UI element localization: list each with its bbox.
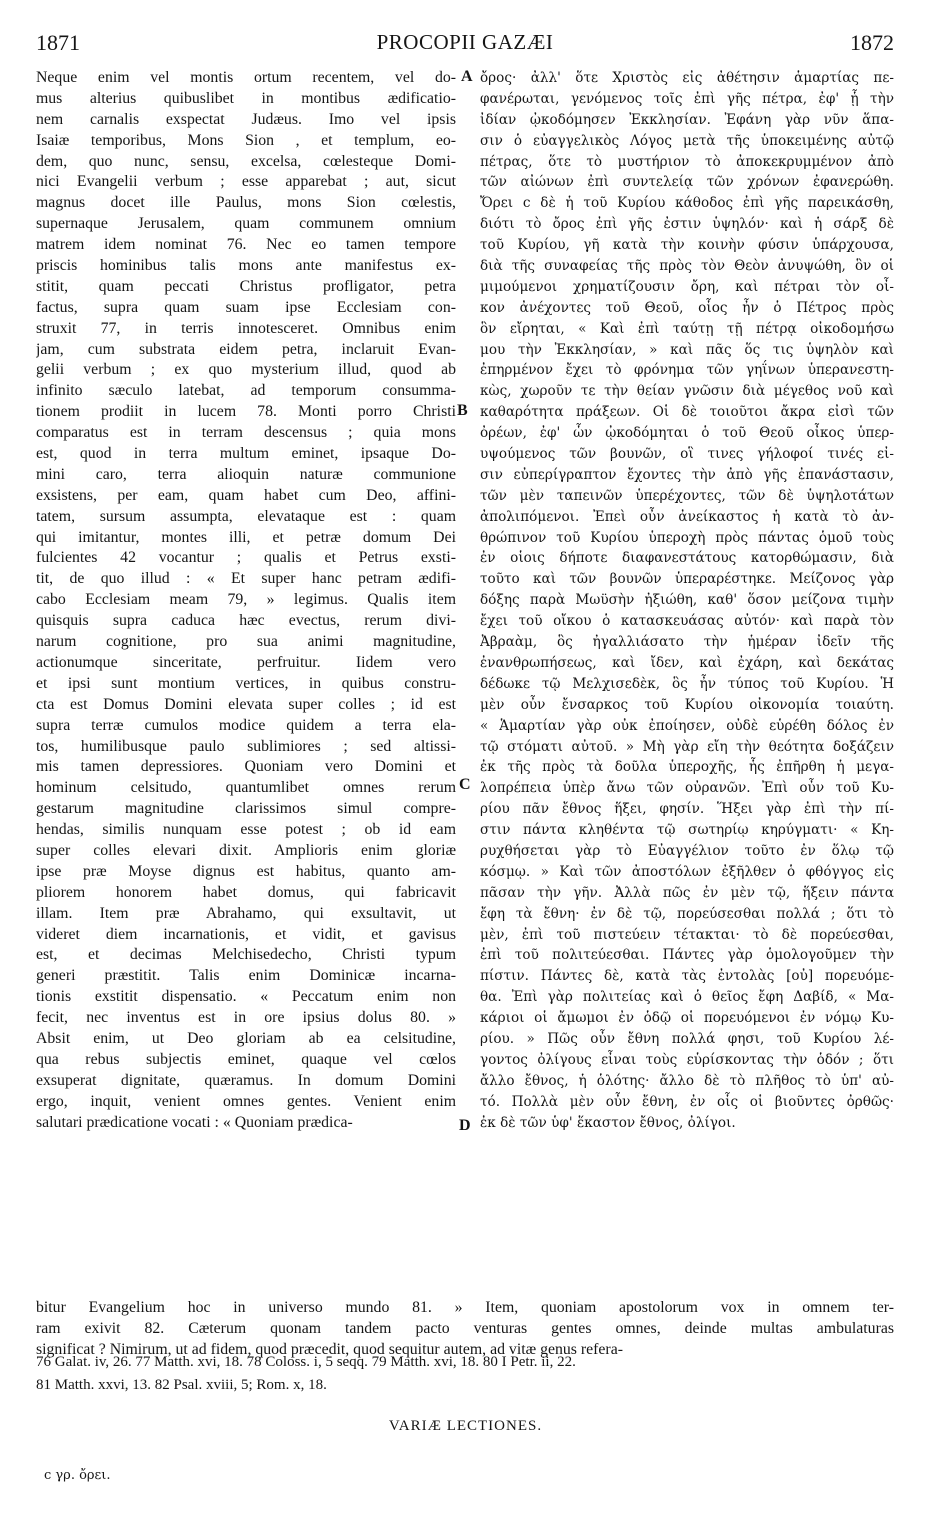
greek-text-line: σιν εὐπερίγραπτον ἔχοντες τὴν ἀπὸ γῆς ἐπανάστασιν, [480,466,894,483]
greek-text-line: ἐνανθρωπήσεως, καὶ ἴδεν, καὶ ἐχάρη, καὶ δεκάτας [480,654,894,671]
latin-text-line: infinito sæculo latebat, ad temporum consumma- [36,382,456,400]
latin-text-line: Neque enim vel montis ortum recentem, vel do- [36,69,456,86]
latin-text-line: super colles elevari dixit. Amplioris enim gloriæ [36,841,456,859]
latin-text-line: videret diem incarnationis, et vidit, et gavisus [36,925,456,943]
variae-lectiones-note: c γρ. ὄρει. [44,1468,111,1483]
greek-text-line: σιν ὁ εὐαγγελικὸς Λόγος μετὰ τῆς ὑποκειμένης αὐτῷ [480,132,894,149]
latin-text-line: matrem idem nominat 76. Nec eo tamen tempore [36,236,456,254]
latin-text-line: nici Evangelii verbum ; esse apparebat ; aut, sicut [36,173,456,191]
greek-text-line: λοπρέπεια ὑπὲρ ἄνω τῶν οὐρανῶν. Ἐπὶ οὖν τοῦ Κυ- [480,780,894,797]
latin-text-line: actionumque sinceritate, perfruitur. Iidem vero [36,653,456,671]
page-number-right: 1872 [850,30,894,55]
latin-column [36,68,456,1133]
greek-text-line: μου τὴν Ἐκκλησίαν, » καὶ πᾶς ὅς τις ὑψηλὸν καὶ [480,341,894,358]
latin-text-line: Absit enim, ut Deo gloriam ab ea celsitudine, [36,1029,456,1047]
latin-text-line: ergo, inquit, venient omnes gentes. Venient enim [36,1092,456,1110]
latin-text-line: mini caro, terra alioquin naturæ communione [36,465,456,483]
running-head: PROCOPII GAZÆI [376,30,554,54]
greek-text-line: πᾶσαν τὴν γῆν. Ἀλλὰ πῶς ἐν μὲν τῷ, ἥξειν πάντα [480,884,894,901]
greek-text-line: τοῦτο καὶ τῶν βουνῶν ὑπεραρέστηκε. Μείζονος γὰρ [480,571,894,588]
latin-text-line: fecit, nec inventus est in ore ipsius dolus 80. » [36,1009,456,1027]
latin-text-line: quisquis supra caduca hæc evectus, rerum divi- [36,612,456,630]
greek-text-line: κὼς, χωροῦν τε τὴν θείαν γνῶσιν διὰ μέγεθος νοῦ καὶ [480,383,894,400]
latin-text-line: nem carnalis exspectat Judæus. Imo vel ipsis [36,110,456,128]
greek-text-line: ἔχει τοῦ οἴκου ὁ κατασκευάσας αὐτόν· καὶ παρὰ τὸν [480,613,894,630]
greek-text-line: υψούμενος τῶν βουνῶν, οἳ τινες γήλοφοί τινές εἰ- [480,446,894,463]
greek-text-line: ἀπολιπόμενοι. Ἐπεὶ οὖν ἀνείκαστος ἡ κατὰ τὸ ἀν- [480,508,894,525]
latin-text-line: tionis exstitit dispensatio. « Peccatum enim non [36,988,456,1006]
greek-text-line: ἄλλο ἔθνος, ἡ ὁλότης· ἄλλο δὲ τὸ πλῆθος τὸ ὑπ' αὐ- [480,1072,894,1089]
latin-text-line: mus alterius quibuslibet in montibus ædificatio- [36,89,456,107]
latin-text-line: narum cognitione, pro sua animi magnitudine, [36,633,456,651]
greek-text-line: διότι τὸ ὄρος ἐπὶ γῆς ἐστιν ὑψηλόν· καὶ ἡ σάρξ δὲ [480,216,894,233]
greek-column [480,68,894,1133]
latin-text-line: magnus docet ille Paulus, mons Sion cœlestis, [36,194,456,212]
latin-text-line: cabo Ecclesiam meam 79, » legimus. Qualis item [36,591,456,609]
latin-text-line: exsuperat dignitate, quæramus. In domum Domini [36,1071,456,1089]
full-width-text-line: significat ? Nimirum, ut ad fidem, quod præcedit, quod sequitur autem, ad vitæ genus refera- [36,1340,623,1358]
greek-text-line: γοντος ὀλίγους εἶναι τοὺς εὑρίσκοντας τὴν ὁδόν ; ὅτι [480,1051,894,1068]
greek-text-line: τῶν μὲν ταπεινῶν ὑπερέχοντες, τῶν δὲ ὑψηλοτάτων [480,487,894,504]
section-marker-a: A [461,68,473,85]
page-number-left: 1871 [36,30,80,55]
greek-text-line: δέδωκε τῷ Μελχισεδὲκ, ὃς ἦν τύπος τοῦ Κυρίου. Ἡ [480,675,894,692]
latin-text-line: salutari prædicatione vocati : « Quoniam prædica- [36,1113,353,1131]
greek-text-line: ἐκ δὲ τῶν ὑφ' ἕκαστον ἔθνος, ὀλίγοι. [480,1114,736,1131]
latin-text-line: supra terræ cumulos modice quidem a terra ela- [36,716,456,734]
greek-text-line: ἰδίαν ᾠκοδόμησεν Ἐκκλησίαν. Ἐφάνη γὰρ νῦν ἅπα- [480,111,894,128]
latin-text-line: fulcientes 42 vocantur ; qualis et Petrus exsti- [36,549,456,567]
greek-text-line: ρυχθήσεται γὰρ τὸ Εὐαγγέλιον τοῦτο ἐν ὅλῳ τῷ [480,842,894,859]
page-header [36,30,894,60]
citation-line-1: 76 Galat. iv, 26. 77 Matth. xvi, 18. 78 Coloss. i, 5 seqq. 79 Matth. xvi, 18. 80 I Petr. ii, 22. [36,1354,576,1370]
greek-text-line: ἐπὶ τοῦ πολιτεύεσθαι. Πάντες γὰρ ὁμολογοῦμεν τὴν [480,947,894,964]
greek-text-line: μὲν, ἐπὶ τοῦ πιστεύειν τέτακται· τὸ δὲ πορεύεσθαι, [480,926,894,943]
latin-text-line: qua rebus subjectis eminet, quaque vel cœlos [36,1050,456,1068]
full-width-text-line: bitur Evangelium hoc in universo mundo 81. » Item, quoniam apostolorum vox in omnem ter- [36,1299,894,1316]
greek-text-line: μιμούμενοι χρηματίζουσιν ὄρη, καὶ πέτραι τὸν οἶ- [480,278,894,295]
greek-text-line: ὄρος· ἀλλ' ὅτε Χριστὸς εἰς ἀθέτησιν ἁμαρτίας πε- [480,70,894,86]
greek-text-line: ὀρέων, ἐφ' ὧν ᾠκοδόμηται ὁ τοῦ Θεοῦ οἶκος ὑπερ- [480,425,894,442]
latin-text-line: pliorem honorem habet domus, qui fabricavit [36,883,456,901]
greek-text-line: θα. Ἐπὶ γὰρ πολιτείας καὶ ὁ θεῖος ἔφη Δαβίδ, « Μα- [480,989,894,1006]
greek-text-line: Ὄρει c δὲ ἡ τοῦ Κυρίου κάθοδος ἐπὶ γῆς παρεικάσθη, [480,195,894,212]
section-marker-b: B [457,402,468,419]
latin-text-line: generi præstitit. Talis enim Dominicæ incarna- [36,967,456,985]
greek-text-line: δόξης παρὰ Μωϋσὴν ἠξιώθη, καθ' ὅσον μείζονα τιμὴν [480,592,894,609]
latin-text-line: gelii verbum ; ex quo mysterium illud, quod ab [36,361,456,379]
greek-text-line: πέτρας, ὅτε τὸ μυστήριον τὸ ἀποκεκρυμμένον ἀπὸ [480,153,894,170]
latin-text-line: struxit 77, in terris innotesceret. Omnibus enim [36,319,456,337]
latin-text-line: factus, supra quam suam ipse Ecclesiam con- [36,298,456,316]
greek-text-line: « Ἁμαρτίαν γὰρ οὐκ ἐποίησεν, οὐδὲ εὑρέθη δόλος ἐν [480,717,894,734]
greek-text-line: κον ἀνέχοντες τοῦ Θεοῦ, οἷος ἦν ὁ Πέτρος πρὸς [480,299,894,316]
greek-text-line: πίστιν. Πάντες δὲ, κατὰ τὰς ἐντολὰς [οὐ] πορευόμε- [480,968,894,985]
latin-text-line: tit, de quo illud : « Et super hanc petram ædifi- [36,570,456,588]
section-marker-c: C [459,776,471,793]
latin-text-line: et ipsi sunt montium vertices, in quibus constru- [36,674,456,692]
latin-text-line: est, quod in terra multum eminet, ipsaque Do- [36,445,456,463]
latin-text-line: exsistens, per eam, quam habet cum Deo, affini- [36,486,456,504]
greek-text-line: τοῦ Κυρίου, γῆ κατὰ τὴν κοινὴν φύσιν ὑπάρχουσα, [480,237,894,254]
section-marker-d: D [459,1117,471,1134]
greek-text-line: κάριοι οἱ ἄμωμοι ἐν ὁδῷ οἱ πορευόμενοι ἐν νόμῳ Κυ- [480,1010,894,1027]
latin-text-line: dem, quo nunc, sensu, excelsa, cœlesteque Domi- [36,152,456,170]
latin-text-line: qui imitantur, montes illi, et petræ domum Dei [36,528,456,546]
greek-text-line: καθαρότητα πράξεων. Οἱ δὲ τοιοῦτοι ἄκρα εἰσὶ τῶν [480,404,894,421]
greek-text-line: στιν πάντα κληθέντα τῷ σωτηρίῳ κηρύγματι· « Κη- [480,822,894,839]
latin-text-line: tionem prodiit in lucem 78. Monti porro Christi [36,403,456,421]
greek-text-line: Ἀβραὰμ, ὃς ἠγαλλιάσατο τὴν ἡμέραν ἰδεῖν τῆς [480,634,894,651]
greek-text-line: φανέρωται, γενόμενος τοῖς ἐπὶ γῆς πέτρα, ἐφ' ᾗ τὴν [480,90,894,107]
latin-text-line: jam, cum substrata eidem petra, inclaruit Evan- [36,340,456,358]
latin-text-line: mis tamen depressiores. Quoniam vero Domini et [36,758,456,776]
greek-text-line: τό. Πολλὰ μὲν οὖν ἔθνη, ἐν οἷς οἱ βιοῦντες ὀρθῶς· [480,1093,894,1110]
greek-text-line: θρώπινον τοῦ Κυρίου ὑπεροχὴ πρὸς πάντας ὁμοῦ τοὺς [480,529,894,546]
greek-text-line: τῷ στόματι αὐτοῦ. » Μὴ γὰρ εἴη τὴν θεότητα δοξάζειν [480,738,894,755]
latin-text-line: hominum celsitudo, quantumlibet omnes rerum [36,779,456,797]
latin-text-line: stitit, quam peccati Christus profligator, petra [36,277,456,295]
greek-text-line: ὃν εἴρηται, « Καὶ ἐπὶ ταύτῃ τῇ πέτρᾳ οἰκοδομήσω [480,320,894,337]
citation-line-2: 81 Matth. xxvi, 13. 82 Psal. xviii, 5; Rom. x, 18. [36,1377,327,1393]
greek-text-line: ἐκ τῆς πρὸς τὰ δοῦλα ὑπεροχῆς, ἧς ἐπῆρθη ἡ μεγα- [480,759,894,776]
full-width-text-line: ram exivit 82. Cæterum quonam tandem pacto venturas gentes omnes, deinde multas ambulaturas [36,1319,894,1337]
greek-text-line: μὲν οὖν ἔνσαρκος τοῦ Κυρίου οἰκονομία τοιαύτη. [480,696,894,713]
latin-text-line: illam. Item præ Abrahamo, qui exsultavit, ut [36,904,456,922]
greek-text-line: ρίου πᾶν ἔθνος ἥξει, φησίν. Ἥξει γὰρ ἐπὶ τὴν πί- [480,801,894,818]
latin-text-line: ipse præ Moyse dignus est habitus, quanto am- [36,862,456,880]
latin-text-line: priscis hominibus talis mons ante manifestus ex- [36,257,456,275]
latin-text-line: tos, humilibusque paulo sublimiores ; sed altissi- [36,737,456,755]
greek-text-line: ἐν οἱοις δήποτε διαφανεστάτους κατορθώμασιν, διὰ [480,550,894,567]
greek-text-line: ἐπηρμένον ἔχει τὸ φρόνημα τῶν γηΐνων ὑπερανεστη- [480,362,894,379]
greek-text-line: διὰ τῆς συναφείας τῆς πρὸς τὸν Θεὸν ἀνυψώθη, ὃν οἱ [480,258,894,275]
latin-text-line: comparatus est in terram descensus ; quia mons [36,424,456,442]
greek-text-line: ρίου. » Πῶς οὖν ἔθνη πολλά φησι, τοῦ Κυρίου λέ- [480,1030,894,1047]
variae-lectiones-title: VARIÆ LECTIONES. [388,1418,543,1434]
latin-text-line: gestarum magnitudine clarissimos simul compre- [36,800,456,818]
greek-text-line: ἔφη τὰ ἔθνη· ἐν δὲ τῷ, πορεύσεσθαι πολλά ; ὅτι τὸ [480,905,894,922]
latin-text-line: cta est Domus Domini elevata super colles ; id est [36,695,456,713]
latin-text-line: supernaque Jerusalem, quam communem omnium [36,215,456,233]
greek-text-line: τῶν αἰώνων ἐπὶ συντελείᾳ τῶν χρόνων ἐφανερώθη. [480,174,894,191]
greek-text-line: κόσμῳ. » Καὶ τῶν ἀποστόλων ἐξῆλθεν ὁ φθόγγος εἰς [480,863,894,880]
latin-text-line: tatem, sursum assumpta, elevataque est : quam [36,507,456,525]
latin-text-line: Isaiæ temporibus, Mons Sion , et templum, eo- [36,131,456,149]
full-width-text [36,1298,894,1361]
latin-text-line: hendas, similis nunquam esse potest ; ob id eam [36,821,456,839]
latin-text-line: est, et decimas Melchisedecho, Christi typum [36,946,456,964]
